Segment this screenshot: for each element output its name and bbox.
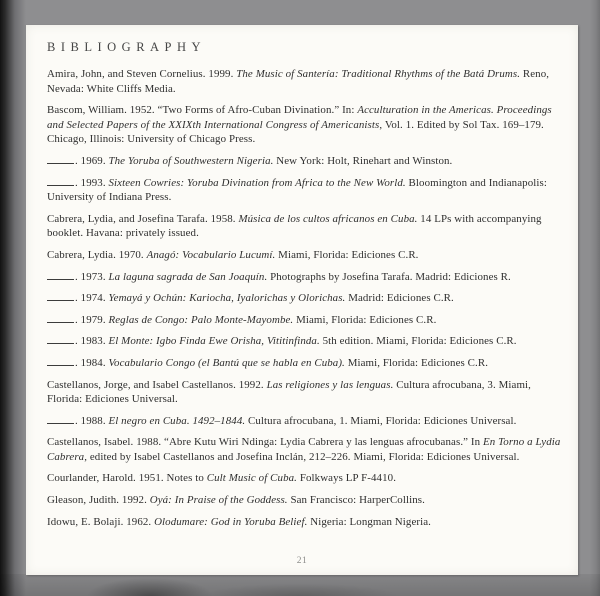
entry-text: Courlander, Harold. 1951. Notes to <box>47 472 207 485</box>
entry-text: , Vol. 1. Edited by Sol Tax. 169–179. Chicago, Illinois: University of Chicago Press. <box>47 118 544 146</box>
entry-text: Bascom, William. 1952. “Two Forms of Afro-Cuban Divination.” In: <box>47 104 358 117</box>
entry-title-italic: La laguna sagrada de San Joaquín. <box>108 270 268 283</box>
entry-title-italic: Vocabulario Congo (el Bantú que se habla en Cuba). <box>108 356 345 369</box>
scan-bottom-shadow <box>0 574 600 596</box>
entry-text: Miami, Florida: Ediciones C.R. <box>275 248 419 261</box>
entry-text: Castellanos, Isabel. 1988. “Abre Kutu Wiri Ndinga: Lydia Cabrera y las lenguas afrocubanas.” In <box>47 436 483 449</box>
repeated-author-dash <box>47 423 74 424</box>
repeated-author-dash <box>47 322 74 323</box>
entry-title-italic: Oyá: In Praise of the Goddess. <box>149 494 288 507</box>
entry-title-italic: Yemayá y Ochún: Kariocha, Iyalorichas y Olorichas. <box>108 292 346 305</box>
entry-title-italic: Acculturation in the Americas. Proceedings and Selected Papers of the XXIXth International Congress of Americanists <box>47 104 552 131</box>
entry-title-italic: Anagó: Vocabulario Lucumí. <box>146 248 276 261</box>
entry-title-italic: En Torno a Lydia Cabrera <box>47 436 561 463</box>
repeated-author-dash <box>47 279 74 280</box>
repeated-author-dash <box>47 365 74 366</box>
bibliography-entry <box>47 103 566 147</box>
entry-text: Gleason, Judith. 1992. <box>47 494 150 507</box>
repeated-author-dash <box>47 163 74 164</box>
entry-text: Castellanos, Jorge, and Isabel Castellanos. 1992. <box>47 378 267 391</box>
page-number: 21 <box>296 556 308 566</box>
entry-text: Photographs by Josefina Tarafa. Madrid: Ediciones R. <box>267 270 511 283</box>
entry-text: San Francisco: HarperCollins. <box>287 494 425 507</box>
page-title: BIBLIOGRAPHY <box>47 40 207 54</box>
entry-text: . 1974. <box>75 292 109 305</box>
entry-text: Cabrera, Lydia. 1970. <box>47 248 147 261</box>
entry-text: Amira, John, and Steven Cornelius. 1999. <box>47 68 237 80</box>
entry-title-italic: Reglas de Congo: Palo Monte-Mayombe. <box>108 313 294 326</box>
entry-title-italic: Las religiones y las lenguas. <box>266 378 394 391</box>
entry-text: Bloomington and Indianapolis: University of Indiana Press. <box>47 176 547 204</box>
entry-text: Cultura afrocubana, 1. Miami, Florida: Ediciones Universal. <box>245 414 517 427</box>
entry-text: Idowu, E. Bolaji. 1962. <box>47 515 155 528</box>
bibliography-entry <box>47 515 566 530</box>
entry-text: Nigeria: Longman Nigeria. <box>307 515 431 528</box>
entry-text: Folkways LP F-4410. <box>297 472 397 485</box>
entry-text: 14 LPs with accompanying booklet. Havana: privately issued. <box>47 212 542 240</box>
entry-text: . 1969. <box>75 154 109 167</box>
page-content <box>26 25 578 529</box>
bibliography-entry <box>47 270 566 285</box>
entry-text: . 1983. <box>75 335 109 348</box>
bibliography-entry <box>47 291 566 306</box>
bibliography-entry <box>47 248 566 263</box>
entry-text: Reno, Nevada: White Cliffs Media. <box>47 68 550 95</box>
entry-text: . 1984. <box>75 356 109 369</box>
bibliography-entry <box>47 471 566 486</box>
entry-title-italic: El negro en Cuba. 1492–1844. <box>108 414 246 427</box>
entry-title-italic: Cult Music of Cuba. <box>206 472 297 485</box>
entry-text: Cabrera, Lydia, and Josefina Tarafa. 1958. <box>47 212 239 225</box>
bibliography-entries <box>47 67 566 529</box>
entry-text: . 1973. <box>75 270 109 283</box>
entry-text: Madrid: Ediciones C.R. <box>345 292 454 305</box>
bibliography-entry <box>47 154 566 169</box>
entry-text: , edited by Isabel Castellanos and Josefina Inclán, 212–226. Miami, Florida: Ediciones Universal. <box>84 450 520 463</box>
bibliography-entry <box>47 378 566 407</box>
bibliography-entry <box>47 334 566 349</box>
entry-text: . 1993. <box>75 176 109 189</box>
entry-title-italic: Olodumare: God in Yoruba Belief. <box>154 515 308 528</box>
entry-title-italic: The Music of Santería: Traditional Rhythms of the Batá Drums. <box>236 68 521 80</box>
entry-title-italic: El Monte: Igbo Finda Ewe Orisha, Vititinfinda. <box>108 335 320 348</box>
bibliography-entry <box>47 493 566 508</box>
entry-text: Cultura afrocubana, 3. Miami, Florida: Ediciones Universal. <box>47 378 531 406</box>
entry-text: 5th edition. Miami, Florida: Ediciones C.R. <box>319 335 517 348</box>
repeated-author-dash <box>47 185 74 186</box>
booklet-page <box>26 25 578 575</box>
bibliography-entry <box>47 67 566 96</box>
bibliography-entry <box>47 435 566 464</box>
bibliography-entry <box>47 212 566 241</box>
entry-text: Miami, Florida: Ediciones C.R. <box>293 313 437 326</box>
entry-text: New York: Holt, Rinehart and Winston. <box>273 154 453 167</box>
scan-right-edge <box>590 0 600 596</box>
entry-text: Miami, Florida: Ediciones C.R. <box>344 356 489 369</box>
entry-title-italic: Sixteen Cowries: Yoruba Divination from Africa to the New World. <box>108 176 406 189</box>
bibliography-entry <box>47 313 566 328</box>
entry-text: . 1988. <box>75 414 109 427</box>
bibliography-entry <box>47 356 566 371</box>
bibliography-entry <box>47 176 566 205</box>
repeated-author-dash <box>47 300 74 301</box>
entry-text: . 1979. <box>75 313 109 326</box>
entry-title-italic: The Yoruba of Southwestern Nigeria. <box>108 154 274 167</box>
bibliography-entry <box>47 414 566 429</box>
repeated-author-dash <box>47 343 74 344</box>
scan-spine-shadow <box>0 0 26 596</box>
entry-title-italic: Música de los cultos africanos en Cuba. <box>238 212 418 225</box>
